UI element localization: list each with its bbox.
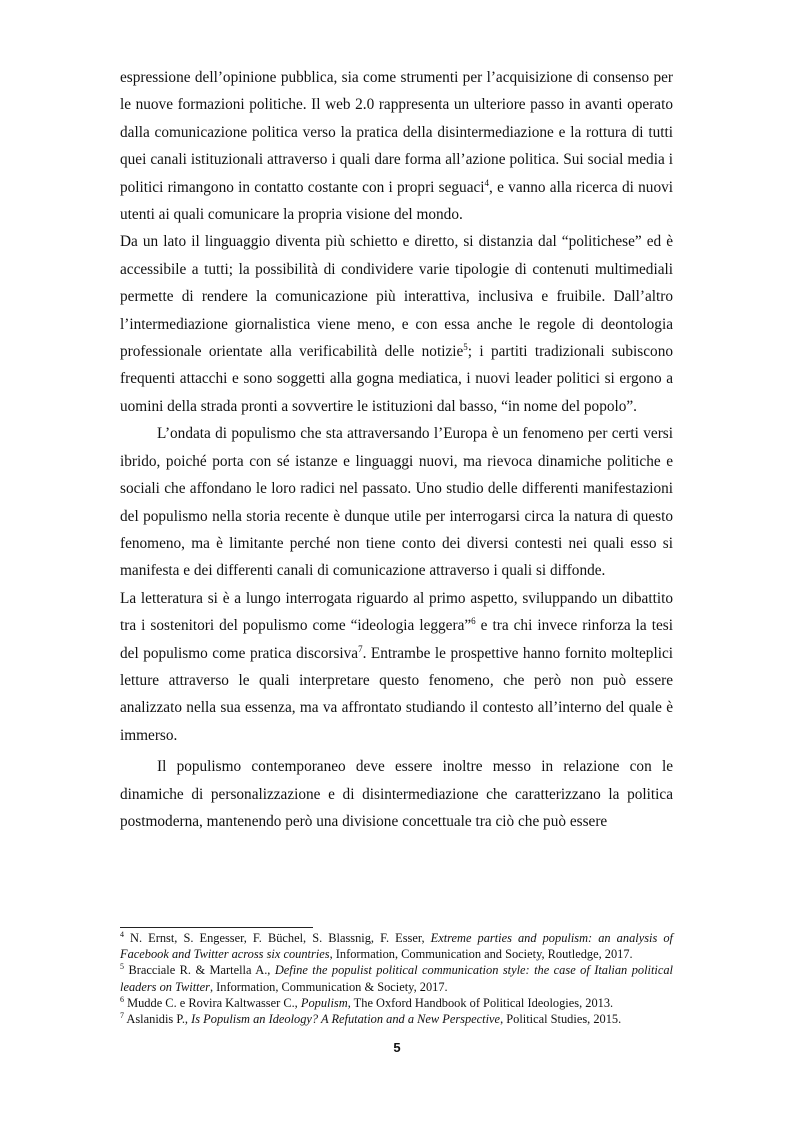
footnotes — [120, 930, 673, 1027]
footnote-6: $^6$ Mudde C. e Rovira Kaltwasser C., Populism, The Oxford Handbook of Political Ideologies, 2013. — [120, 994, 614, 1010]
paragraph-2: Da un lato il linguaggio diventa più schietto e diretto, si distanzia dal “politichese” ed è accessibile a tutti; la possibilità di condividere varie tipologie di contenuti multimediali permette di rendere la comunicazione più interattiva, inclusiva e fruibile. Dall’altro l’intermediazione giornalistica viene meno, e con essa anche le regole di deontologia professionale orientate alla verificabilità delle notizie$^5$; i partiti tradizionali subiscono frequenti attacchi e sono soggetti alla gogna mediatica, i nuovi leader politici si ergono a uomini della strada pronti a sovvertire le istituzioni dal basso, “in nome del popolo”. — [120, 233, 673, 415]
footnote-ref-4[interactable]: 4 — [484, 177, 490, 188]
paragraph-1: espressione dell’opinione pubblica, sia come strumenti per l’acquisizione di consenso per le nuove formazioni politiche. Il web 2.0 rappresenta un ulteriore passo in avanti operato dalla comunicazione politica verso la pratica della disintermediazione e la rottura di tutti quei canali istituzionali attraverso i quali dare forma all’azione politica. Sui social media i politici rimangono in contatto costante con i propri seguaci$^4$, e vanno alla ricerca di nuovi utenti ai quali comunicare la propria visione del mondo. — [120, 69, 673, 224]
paragraph-5: Il populismo contemporaneo deve essere inoltre messo in relazione con le dinamiche di personalizzazione e di disintermediazione che caratterizzano la politica postmoderna, mantenendo però una divisione concettuale tra ciò che può essere — [120, 758, 673, 830]
footnote-separator — [120, 927, 313, 928]
footnote-ref-5[interactable]: 5 — [463, 341, 468, 352]
footnote-4: $^4$ N. Ernst, S. Engesser, F. Büchel, S. Blassnig, F. Esser, Extreme parties and populism: an analysis of Facebook and Twitter across six countries, Information, Communication and Society, Routledge, 2017. — [120, 929, 673, 962]
paragraph-4: La letteratura si è a lungo interrogata riguardo al primo aspetto, sviluppando un dibattito tra i sostenitori del populismo come “ideologia leggera”$^6$ e tra chi invece rinforza la tesi del populismo come pratica discorsiva$^7$. Entrambe le prospettive hanno fornito molteplici letture attraverso le quali interpretare questo fenomeno, che però non può essere analizzato nella sua essenza, ma va affrontato studiando il contesto all’interno del quale è immerso. — [120, 589, 673, 744]
footnote-5: $^5$ Bracciale R. & Martella A., Define the populist political communication style: the case of Italian political leaders on Twitter, Information, Communication & Society, 2017. — [120, 962, 673, 994]
page-number: 5 — [393, 1040, 401, 1055]
footnote-ref-6[interactable]: 6 — [471, 616, 476, 627]
body-text — [120, 64, 673, 835]
paragraph-3: L’ondata di populismo che sta attraversando l’Europa è un fenomeno per certi versi ibrido, poiché porta con sé istanze e linguaggi nuovi, ma rievoca dinamiche politiche e sociali che affondano le loro radici nel passato. Uno studio delle differenti manifestazioni del populismo nella storia recente è dunque utile per interrogarsi circa la natura di questo fenomeno, ma è limitante perché non tiene conto dei diversi contesti nei quali esso si manifesta e dei differenti canali di comunicazione attraverso i quali si diffonde. — [120, 425, 673, 580]
footnote-ref-7[interactable]: 7 — [358, 643, 363, 654]
footnote-7: $^7$ Aslanidis P., Is Populism an Ideology? A Refutation and a New Perspective, Political Studies, 2015. — [120, 1010, 622, 1027]
